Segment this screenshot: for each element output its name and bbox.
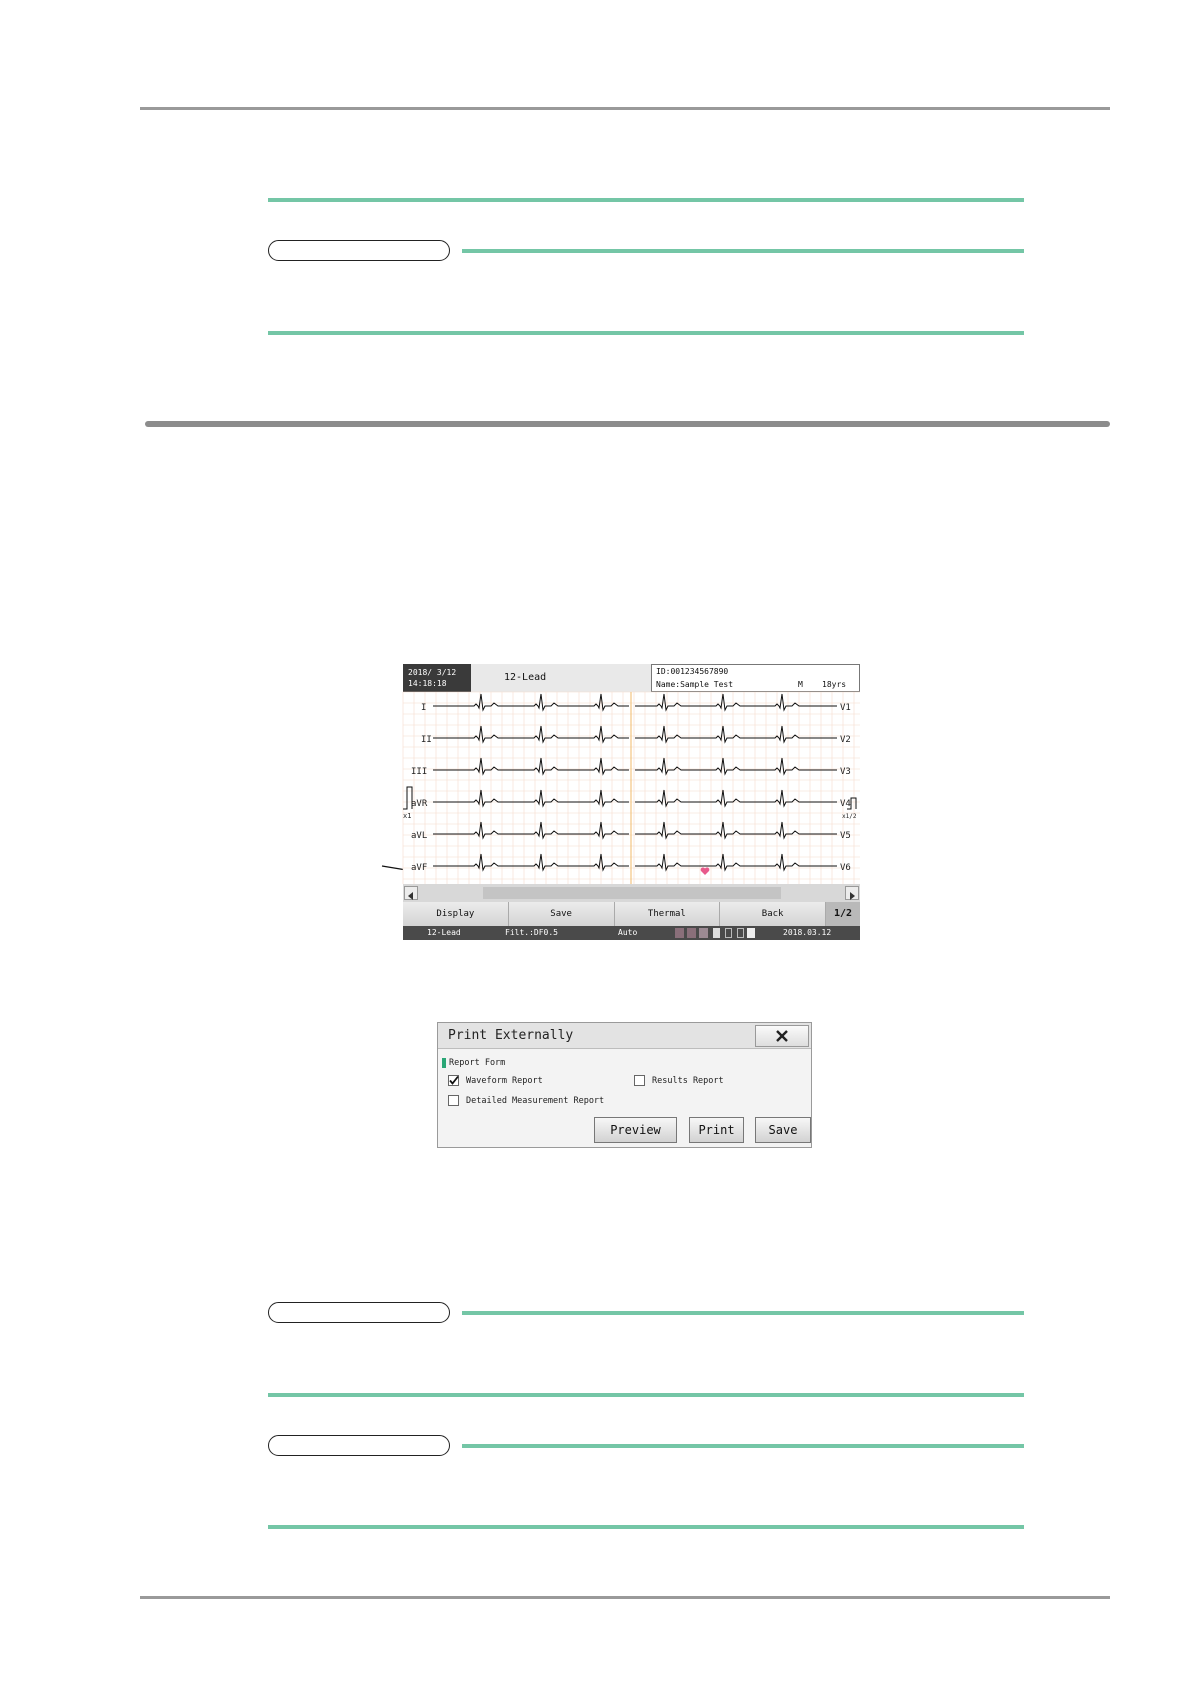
lead-label-avl: aVL bbox=[411, 831, 428, 841]
ecg-toolbar bbox=[403, 902, 860, 926]
status-datetime: 2018.03.12 14:19 bbox=[783, 928, 832, 951]
patient-age: 18yrs bbox=[822, 680, 847, 689]
electrode-icon bbox=[675, 928, 684, 938]
detailed-measurement-report-checkbox[interactable] bbox=[448, 1095, 459, 1106]
detailed-measurement-report-label[interactable]: Detailed Measurement Report bbox=[466, 1096, 605, 1106]
thermal-button[interactable]: Thermal bbox=[615, 902, 721, 926]
waveform-v3 bbox=[635, 758, 837, 774]
ecg-waveform-grid bbox=[403, 692, 860, 884]
page-indicator-button[interactable]: 1/2 bbox=[826, 902, 860, 926]
lead-label-iii: III bbox=[411, 767, 428, 777]
caution-box-top-rule bbox=[268, 198, 1024, 202]
waveform-report-checkbox[interactable] bbox=[448, 1075, 459, 1086]
horizontal-scrollbar[interactable] bbox=[403, 884, 860, 902]
scroll-thumb[interactable] bbox=[483, 887, 781, 899]
patient-sex: M bbox=[798, 680, 803, 689]
scale-left-label: x1 bbox=[403, 812, 412, 820]
lead-label-v3: V3 bbox=[840, 767, 851, 777]
waveform-v4 bbox=[635, 790, 837, 806]
status-icons bbox=[675, 928, 755, 938]
close-button[interactable] bbox=[755, 1025, 809, 1047]
section-marker bbox=[442, 1058, 446, 1068]
patient-id: ID:001234567890 bbox=[656, 667, 729, 676]
heart-icon bbox=[701, 867, 710, 875]
caution-label-rule bbox=[462, 249, 1024, 253]
lead-label-v6: V6 bbox=[840, 863, 851, 873]
lan-icon bbox=[737, 928, 744, 938]
mode-title: 12-Lead bbox=[471, 664, 651, 692]
status-auto: Auto bbox=[618, 928, 638, 937]
waveform-v1 bbox=[635, 694, 837, 710]
lead-label-v5: V5 bbox=[840, 831, 851, 841]
save-dialog-button[interactable]: Save bbox=[755, 1117, 811, 1143]
waveform-ii bbox=[433, 726, 629, 742]
status-mode: 12-Lead bbox=[427, 928, 461, 937]
top-page-rule bbox=[140, 107, 1110, 110]
storage-icon bbox=[725, 928, 732, 938]
scroll-right-arrow-icon[interactable] bbox=[845, 886, 859, 900]
battery-icon bbox=[713, 928, 720, 938]
section-divider bbox=[145, 421, 1110, 427]
waveform-v5 bbox=[635, 822, 837, 838]
checkmark-icon bbox=[448, 1075, 459, 1086]
scroll-left-arrow-icon[interactable] bbox=[404, 886, 418, 900]
note-label-2 bbox=[268, 1435, 450, 1456]
network-icon bbox=[699, 928, 708, 938]
results-report-checkbox[interactable] bbox=[634, 1075, 645, 1086]
waveform-report-label[interactable]: Waveform Report bbox=[466, 1076, 543, 1086]
waveform-avf bbox=[433, 854, 629, 870]
preview-button[interactable]: Preview bbox=[594, 1117, 677, 1143]
waveform-iii bbox=[433, 758, 629, 774]
note-label-1 bbox=[268, 1302, 450, 1323]
lead-status-icon bbox=[687, 928, 696, 938]
display-button[interactable]: Display bbox=[403, 902, 509, 926]
print-button[interactable]: Print bbox=[689, 1117, 744, 1143]
waveform-v6 bbox=[635, 854, 837, 870]
bottom-page-rule bbox=[140, 1596, 1110, 1599]
waveform-v2 bbox=[635, 726, 837, 742]
save-button[interactable]: Save bbox=[509, 902, 615, 926]
report-form-label: Report Form bbox=[449, 1058, 506, 1068]
lead-label-v4: V4 bbox=[840, 799, 851, 809]
close-icon bbox=[756, 1026, 808, 1046]
patient-info bbox=[651, 664, 860, 692]
lead-label-avf: aVF bbox=[411, 863, 428, 873]
lead-label-avr: aVR bbox=[411, 799, 428, 809]
back-button[interactable]: Back bbox=[720, 902, 826, 926]
dialog-title: Print Externally bbox=[438, 1023, 811, 1049]
waveform-i bbox=[433, 694, 629, 710]
note-2-bottom-rule bbox=[268, 1525, 1024, 1529]
lead-label-ii: II bbox=[421, 735, 432, 745]
header-date: 2018/ 3/12 bbox=[408, 668, 457, 677]
ecg-screen bbox=[403, 664, 860, 951]
waveform-avr bbox=[433, 790, 629, 806]
ac-power-icon bbox=[747, 928, 755, 938]
header-time: 14:18:18 bbox=[408, 679, 447, 688]
print-externally-dialog bbox=[437, 1022, 812, 1148]
status-bar bbox=[403, 926, 860, 951]
waveform-avl bbox=[433, 822, 629, 838]
caution-box-bottom-rule bbox=[268, 331, 1024, 335]
note-2-label-rule bbox=[462, 1444, 1024, 1448]
datetime-panel bbox=[403, 664, 471, 692]
lead-label-v1: V1 bbox=[840, 703, 851, 713]
lead-label-v2: V2 bbox=[840, 735, 851, 745]
scale-right-label: x1/2 bbox=[842, 813, 857, 820]
note-1-bottom-rule bbox=[268, 1393, 1024, 1397]
lead-label-i: I bbox=[421, 703, 427, 713]
status-filter: Filt.:DF0.5 bbox=[505, 928, 558, 937]
caution-note-label bbox=[268, 240, 450, 261]
patient-name: Name:Sample Test bbox=[656, 680, 734, 689]
results-report-label[interactable]: Results Report bbox=[652, 1076, 724, 1086]
note-1-label-rule bbox=[462, 1311, 1024, 1315]
